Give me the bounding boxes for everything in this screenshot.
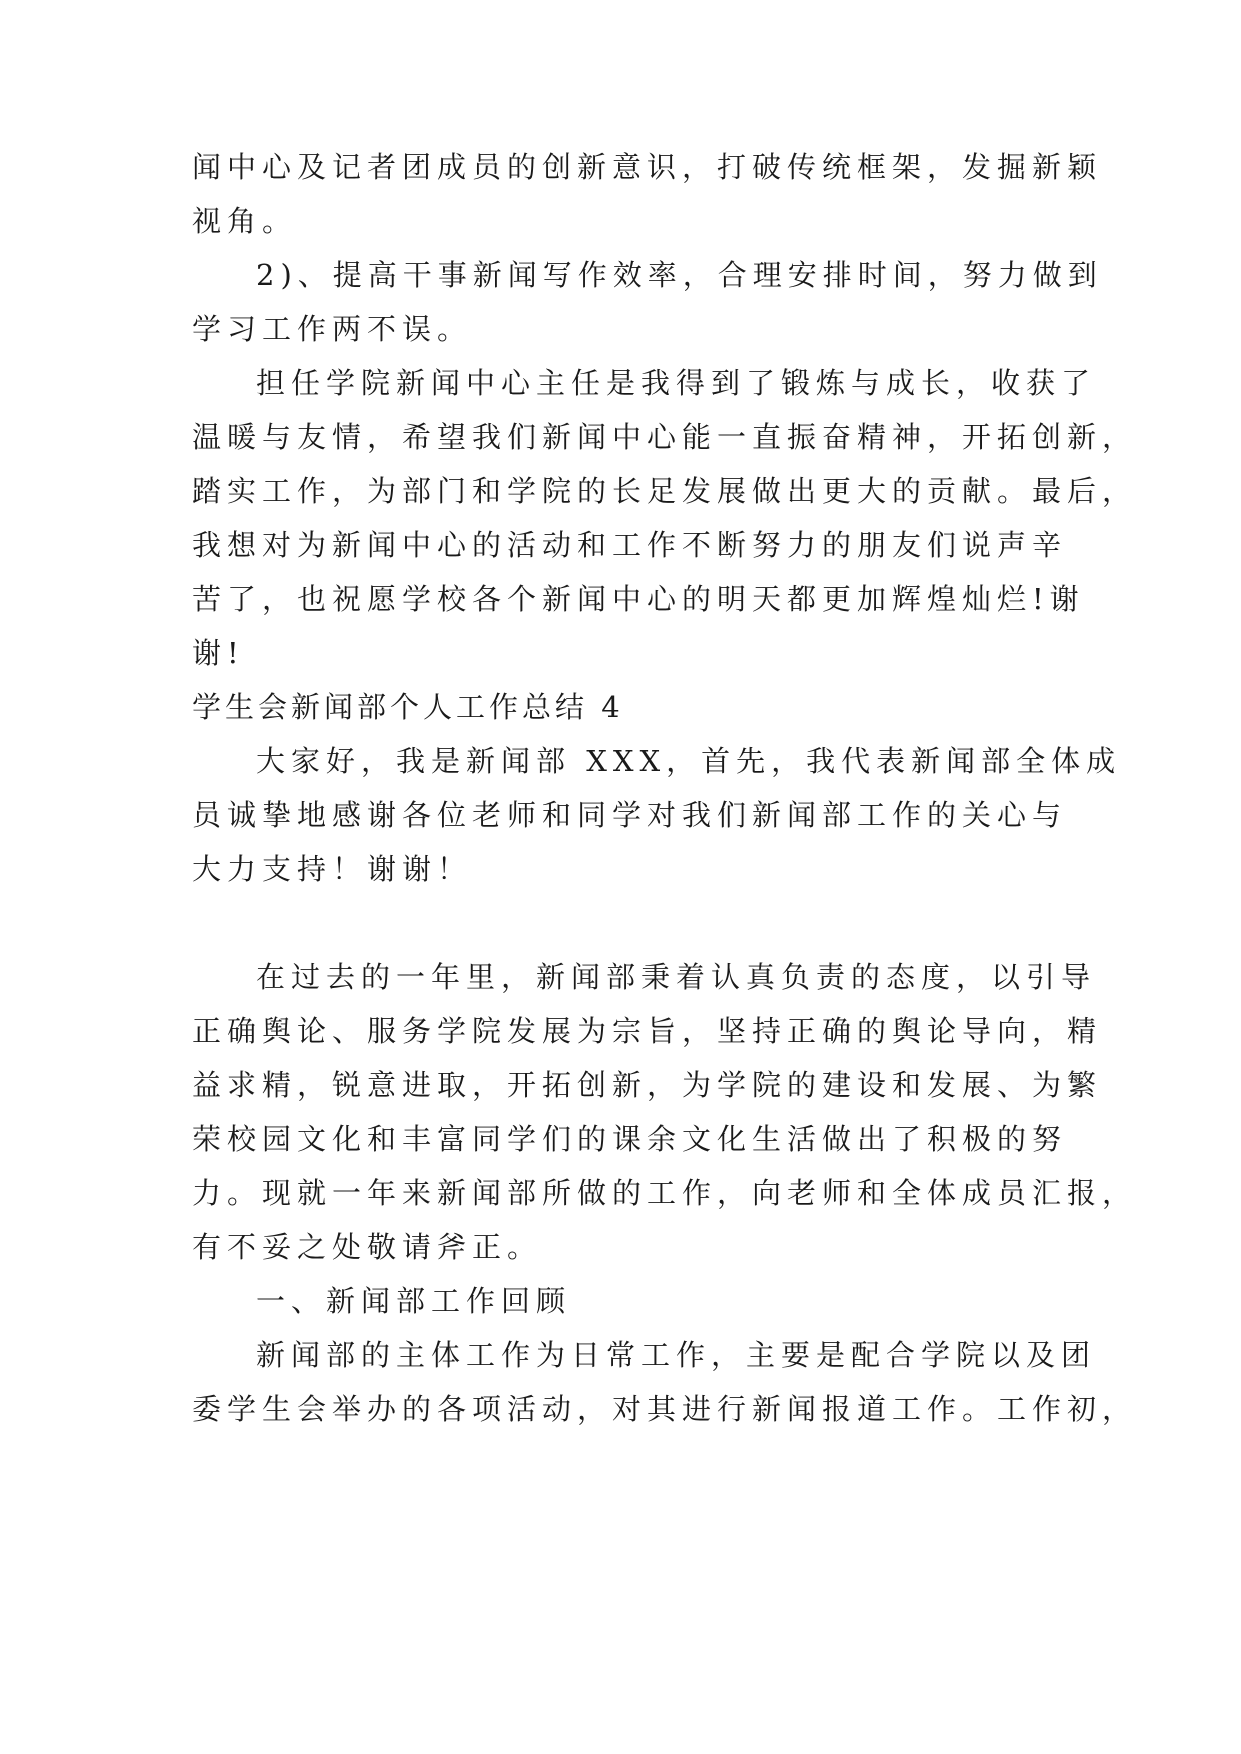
paragraph-line: 担任学院新闻中心主任是我得到了锻炼与成长，收获了 (256, 366, 1097, 400)
paragraph-line: 踏实工作，为部门和学院的长足发展做出更大的贡献。最后， (192, 474, 1138, 508)
paragraph-line: 有不妥之处敬请斧正。 (192, 1230, 543, 1264)
paragraph-line: 益求精，锐意进取，开拓创新，为学院的建设和发展、为繁 (192, 1068, 1103, 1102)
paragraph-line: 在过去的一年里，新闻部秉着认真负责的态度，以引导 (256, 960, 1097, 994)
paragraph-line: 2)、提高干事新闻写作效率，合理安排时间，努力做到 (256, 258, 1103, 292)
paragraph-line: 视角。 (192, 204, 298, 238)
paragraph-line: 闻中心及记者团成员的创新意识，打破传统框架，发掘新颖 (192, 150, 1103, 184)
paragraph-line: 委学生会举办的各项活动，对其进行新闻报道工作。工作初， (192, 1392, 1138, 1426)
paragraph-line: 我想对为新闻中心的活动和工作不断努力的朋友们说声辛 (192, 528, 1068, 562)
paragraph-line: 学习工作两不误。 (192, 312, 473, 346)
subsection-heading: 一、新闻部工作回顾 (256, 1284, 572, 1318)
paragraph-line: 温暖与友情，希望我们新闻中心能一直振奋精神，开拓创新， (192, 420, 1138, 454)
paragraph-line: 荣校园文化和丰富同学们的课余文化生活做出了积极的努 (192, 1122, 1068, 1156)
paragraph-line: 谢! (192, 636, 245, 670)
paragraph-line: 苦了，也祝愿学校各个新闻中心的明天都更加辉煌灿烂!谢 (192, 582, 1085, 616)
paragraph-line: 正确舆论、服务学院发展为宗旨，坚持正确的舆论导向，精 (192, 1014, 1103, 1048)
section-heading: 学生会新闻部个人工作总结 4 (192, 690, 624, 724)
paragraph-line: 新闻部的主体工作为日常工作，主要是配合学院以及团 (256, 1338, 1097, 1372)
paragraph-line: 大家好，我是新闻部 XXX，首先，我代表新闻部全体成 (256, 744, 1122, 778)
paragraph-line: 力。现就一年来新闻部所做的工作，向老师和全体成员汇报， (192, 1176, 1138, 1210)
paragraph-line: 大力支持！谢谢！ (192, 852, 473, 886)
paragraph-line: 员诚挚地感谢各位老师和同学对我们新闻部工作的关心与 (192, 798, 1068, 832)
